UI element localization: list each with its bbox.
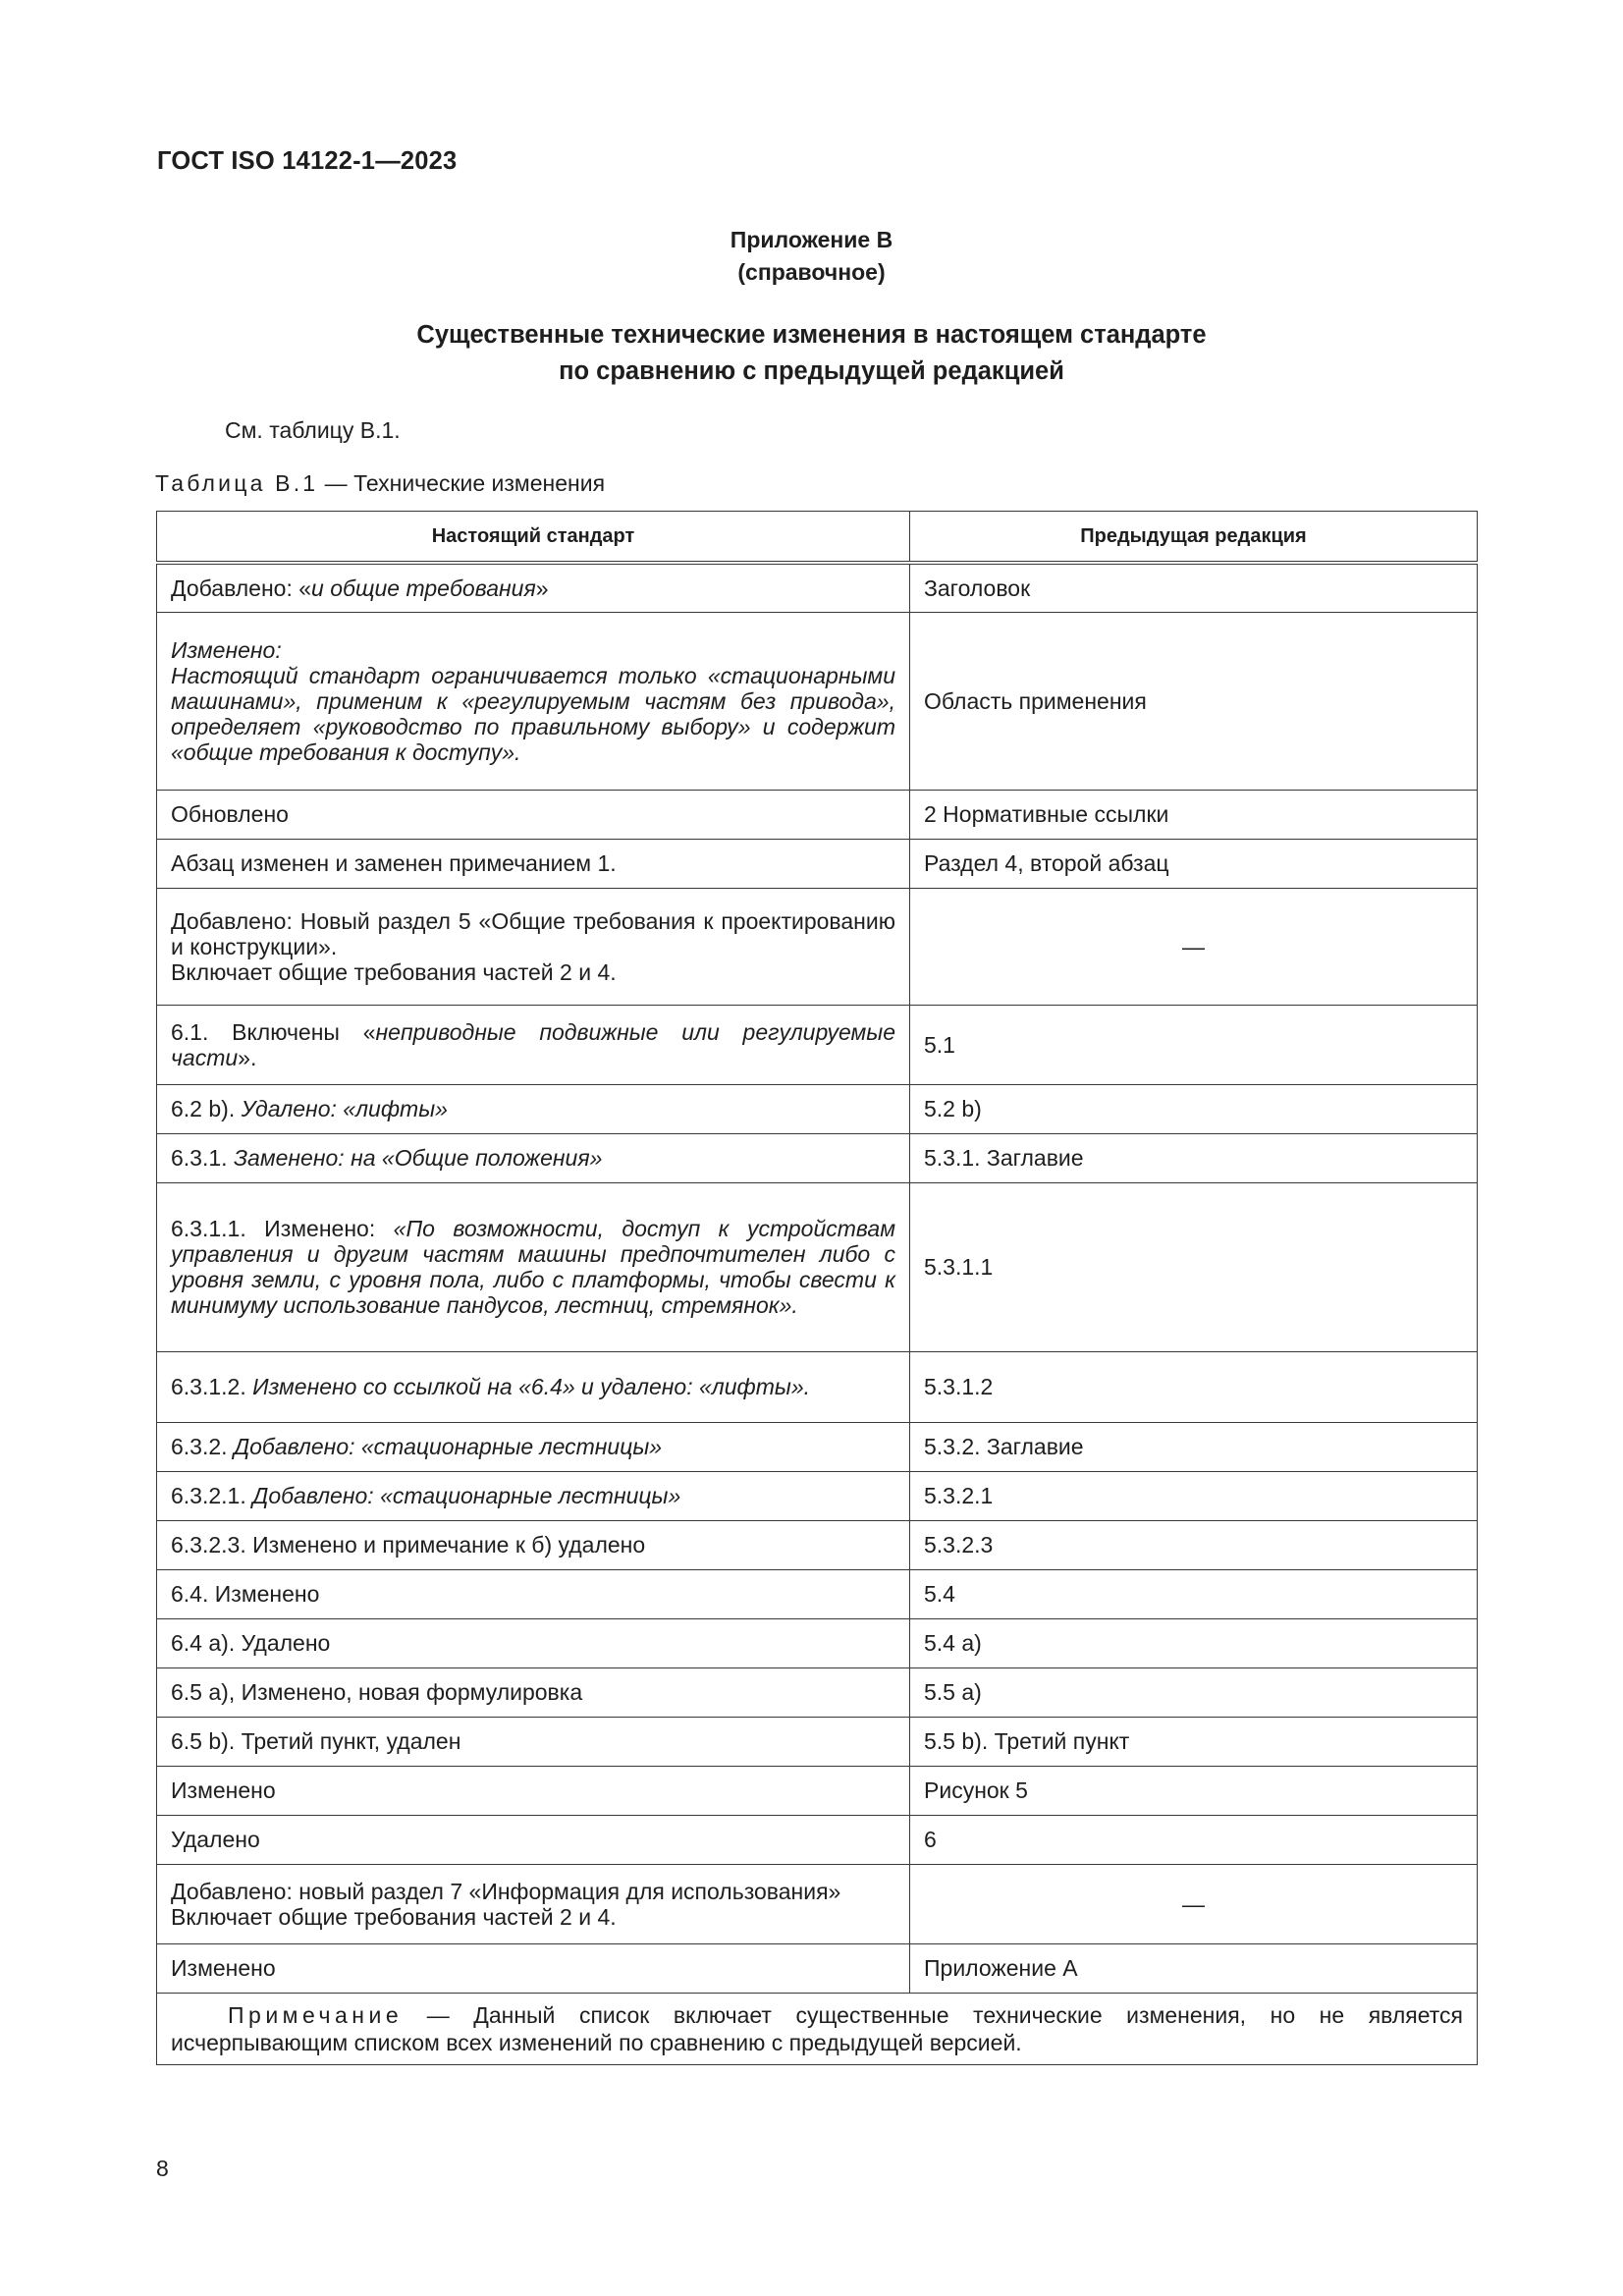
table-row [157,1864,1478,1943]
cell-text-italic: Удалено: «лифты» [241,1096,448,1121]
table-row [157,1717,1478,1766]
cell-text-italic: Изменено со ссылкой на «6.4» и удалено: «лифты». [252,1374,811,1399]
annex-heading [0,224,1623,289]
table-note-row [157,1993,1478,2064]
previous-cell: 5.3.2. Заглавие [910,1422,1478,1471]
table-row [157,1618,1478,1667]
table-row [157,1569,1478,1618]
current-cell [157,1422,910,1471]
current-cell: Абзац изменен и заменен примечанием 1. [157,839,910,888]
previous-cell: 5.5 b). Третий пункт [910,1717,1478,1766]
previous-cell: Заголовок [910,563,1478,612]
cell-text: 6.1. Включены « [171,1018,376,1045]
current-cell [157,888,910,1005]
previous-cell: Область применения [910,612,1478,790]
table-row [157,1422,1478,1471]
table-caption-label: Таблица В.1 [155,470,319,496]
table-row [157,1667,1478,1717]
current-cell [157,1351,910,1422]
previous-cell: 2 Нормативные ссылки [910,790,1478,839]
current-cell [157,1864,910,1943]
table-row [157,1005,1478,1084]
previous-cell: — [910,888,1478,1005]
current-cell [157,1005,910,1084]
current-cell [157,1084,910,1133]
note-text: — Данный список включает существенные технические изменения, но не является исчерпывающим списком всех изменений по сравнению с предыдущей версией. [171,2001,1463,2055]
table-row [157,1133,1478,1182]
previous-cell: 5.1 [910,1005,1478,1084]
cell-text-italic: Добавлено: «стационарные лестницы» [252,1483,681,1508]
page-number: 8 [156,2156,169,2181]
cell-text-italic: Добавлено: «стационарные лестницы» [233,1434,663,1459]
table-row [157,1943,1478,1993]
current-cell: 6.4. Изменено [157,1569,910,1618]
table-note [157,1993,1478,2064]
previous-cell: 6 [910,1815,1478,1864]
previous-cell: 5.3.1.1 [910,1182,1478,1351]
cell-text: 6.3.2. [171,1434,234,1459]
table-row [157,1766,1478,1815]
table-row [157,1815,1478,1864]
table-reference: См. таблицу В.1. [225,417,401,443]
table-row [157,839,1478,888]
current-cell: 6.5 b). Третий пункт, удален [157,1717,910,1766]
cell-text: 6.3.1.2. [171,1374,253,1399]
current-cell: Изменено [157,1766,910,1815]
table-row [157,1084,1478,1133]
cell-text: Добавлено: « [171,574,312,601]
current-cell: Удалено [157,1815,910,1864]
current-cell: 6.4 а). Удалено [157,1618,910,1667]
current-cell: Изменено [157,1943,910,1993]
table-row [157,563,1478,612]
current-cell [157,1471,910,1520]
previous-cell: Раздел 4, второй абзац [910,839,1478,888]
changes-table [156,511,1478,2065]
previous-cell: 5.3.1. Заглавие [910,1133,1478,1182]
document-id: ГОСТ ISO 14122-1—2023 [157,147,458,175]
previous-cell: 5.3.1.2 [910,1351,1478,1422]
cell-text: Добавлено: новый раздел 7 «Информация для использования» [171,1878,841,1904]
cell-text-italic: и общие требования [311,574,536,601]
previous-cell: 5.2 b) [910,1084,1478,1133]
previous-cell: 5.3.2.1 [910,1471,1478,1520]
cell-text-italic: «По возможности, доступ к устройствам управления и другим частям машины предпочтителен либо с уровня земли, с уровня пола, либо с платформы, чтобы свести к минимуму использование пандусов, лестниц, стремянок». [171,1216,895,1318]
previous-cell: 5.4 [910,1569,1478,1618]
cell-text: Включает общие требования частей 2 и 4. [171,958,617,985]
current-cell [157,563,910,612]
cell-text: Добавлено: Новый раздел 5 «Общие требования к проектированию и конструкции». [171,907,895,959]
table-row [157,1520,1478,1569]
previous-cell: 5.4 а) [910,1618,1478,1667]
column-header-previous: Предыдущая редакция [910,512,1478,564]
previous-cell: Приложение А [910,1943,1478,1993]
previous-cell: Рисунок 5 [910,1766,1478,1815]
previous-cell: 5.5 а) [910,1667,1478,1717]
cell-text: ». [238,1044,257,1070]
annex-subtitle: (справочное) [737,259,886,285]
note-lead: Примечание [228,2001,404,2028]
cell-text-italic: Изменено: [171,636,282,663]
table-header-row [157,512,1478,564]
cell-text: » [535,574,549,601]
current-cell: Обновлено [157,790,910,839]
annex-title: Приложение В [730,227,893,252]
title-line-2: по сравнению с предыдущей редакцией [559,357,1064,385]
cell-text: 6.3.2.1. [171,1483,253,1508]
column-header-current: Настоящий стандарт [157,512,910,564]
cell-text-italic: неприводные подвижные или регулируемые части [171,1018,895,1070]
table-caption [155,470,605,497]
current-cell: 6.3.2.3. Изменено и примечание к б) удалено [157,1520,910,1569]
cell-text: 6.2 b). [171,1096,242,1121]
cell-text: 6.3.1. [171,1145,234,1171]
cell-text-italic: Заменено: на «Общие положения» [233,1145,603,1171]
cell-text: Включает общие требования частей 2 и 4. [171,1903,617,1930]
table-row [157,1351,1478,1422]
table-row [157,1182,1478,1351]
table-row [157,1471,1478,1520]
current-cell [157,1133,910,1182]
cell-text-italic: Настоящий стандарт ограничивается только «стационарными машинами», применим к «регулируемым частям без привода», определяет «руководство по правильному выбору» и содержит «общие требования к доступу». [171,662,895,765]
table-row [157,612,1478,790]
current-cell [157,612,910,790]
current-cell: 6.5 а), Изменено, новая формулировка [157,1667,910,1717]
table-row [157,790,1478,839]
current-cell [157,1182,910,1351]
annex-main-title [0,317,1623,390]
cell-text: 6.3.1.1. Изменено: [171,1216,394,1241]
table-caption-text: — Технические изменения [318,470,606,496]
table-row [157,888,1478,1005]
previous-cell: — [910,1864,1478,1943]
previous-cell: 5.3.2.3 [910,1520,1478,1569]
title-line-1: Существенные технические изменения в настоящем стандарте [416,321,1207,349]
